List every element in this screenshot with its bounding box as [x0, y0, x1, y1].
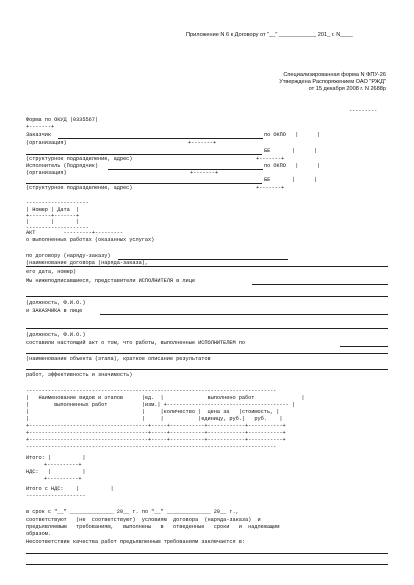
compiled-text: составили настоящий акт о том, что работы, выполненные ИСПОЛНИТЕЛЕМ по: [26, 340, 246, 346]
person-hint-1: (должность, Ф.И.О.): [26, 300, 86, 306]
customer-dept-hint: (структурное подразделение, адрес): [26, 156, 133, 162]
customer-label: Заказчик: [26, 132, 52, 138]
works-table-header-1: | Наименование видов и этапов |ед. | выполнено работ |: [26, 395, 305, 401]
contract-line-label: по договору (наряду-заказу): [26, 253, 111, 259]
object-field-2[interactable]: [26, 353, 388, 354]
results-field[interactable]: [26, 369, 388, 370]
contract-date-hint: его дата, номер): [26, 269, 77, 275]
contractor-dept-field[interactable]: [26, 183, 262, 184]
efficiency-hint: работ, эффективность и значимость): [26, 372, 133, 378]
totals-bottom: -------------------: [26, 493, 86, 499]
number-date-values[interactable]: | | |: [26, 219, 80, 225]
number-box-top: --------------------: [26, 200, 89, 206]
works-table-bottom: --------------------------------------------------------------------------------: [26, 444, 277, 450]
total-label: Итого: | |: [26, 455, 86, 461]
contractor-box-divider: +-------+: [190, 170, 219, 176]
noncompliance-line: Несоответствие качества работ предъявленным требованиям заключается в:: [26, 539, 246, 545]
undersigned-text: Мы нижеподписавшиеся, представители ИСПОЛНИТЕЛЯ в лице: [26, 278, 195, 284]
contractor-dept-hint: (структурное подразделение, адрес): [26, 185, 133, 191]
object-hint: (наименование объекта (этапа), краткое описание результатов: [26, 356, 211, 362]
customer-org-field[interactable]: [58, 138, 263, 139]
approved-line: Утверждена Распоряжением ОАО "РЖД": [279, 79, 386, 85]
okud-box-top: +-------+: [26, 124, 55, 130]
corresponds-line: соответствуют (не соответствуют) условиям договора (наряда-заказа) и: [26, 517, 261, 523]
requirements-line: предъявляемым требованиям, выполнены в отведенные сроки и надлежащим: [26, 524, 280, 530]
works-table-top: --------------------------------------------------------------------------------: [26, 388, 277, 394]
act-title: АКТ ---------+---------: [26, 230, 123, 236]
manner-line: образом.: [26, 531, 52, 537]
customer-be-label: БЕ | |: [264, 148, 318, 154]
object-field[interactable]: [340, 346, 388, 347]
contractor-okpo-label: по ОКПО | |: [264, 163, 321, 169]
act-subtitle: о выполненных работах (оказанных услугах): [26, 237, 155, 243]
contractor-org-hint: (организация): [26, 170, 67, 176]
number-box-bottom: --------------------: [26, 225, 89, 231]
contract-hint: (наименование договора (наряда-заказа),: [26, 260, 149, 266]
noncompliance-field[interactable]: [26, 553, 388, 554]
customer-org-hint: (организация): [26, 140, 67, 146]
vat-label: НДС: | |: [26, 469, 86, 475]
number-box-divider: +-------+-------+: [26, 213, 80, 219]
appendix-line: Приложение N 6 к Договору от "__" ____________ 201_ г. N____: [186, 32, 353, 38]
contractor-rep-field[interactable]: [252, 284, 388, 285]
total-divider: +----------+: [44, 462, 82, 468]
works-table-divider: +--------------------------------------+-----+-----------+------------+-----------+: [26, 423, 286, 429]
customer-dept-field[interactable]: [26, 154, 262, 155]
works-table-row[interactable]: +--------------------------------------+-----+-----------+------------+-----------+: [26, 437, 286, 443]
contractor-org-field[interactable]: [108, 169, 263, 170]
code-box-top: ---------: [349, 108, 378, 114]
vat-divider: +----------+: [44, 476, 82, 482]
works-table-header-4: | | | |единицу, руб.| руб. |: [26, 416, 283, 422]
works-table-row[interactable]: +--------------------------------------+-----+-----------+------------+-----------+: [26, 430, 286, 436]
okud-form-code: Форма по ОКУД |0335567|: [26, 117, 98, 123]
total-with-vat-label: Итого с НДС: | |: [26, 486, 114, 492]
contract-field-2[interactable]: [26, 266, 388, 267]
form-number-line: Специализированная форма N ФПУ-26: [283, 72, 386, 78]
noncompliance-field-2[interactable]: [26, 564, 388, 565]
works-table-header-3: | | |количество | цена за |стоимость, |: [26, 409, 280, 415]
contractor-be-label: БЕ | |: [264, 177, 318, 183]
number-date-header: | Номер | Дата |: [26, 207, 80, 213]
customer-box-bottom: +-------+: [256, 156, 285, 162]
customer-rep-field-2[interactable]: [26, 328, 388, 329]
customer-box-divider: +-------+: [188, 140, 217, 146]
contractor-rep-field-2[interactable]: [26, 296, 388, 297]
customer-okpo-label: по ОКПО | |: [264, 132, 321, 138]
contractor-box-bottom: +-------+: [256, 185, 285, 191]
approval-date-line: от 15 декабря 2008 г. N 2688р: [308, 86, 386, 92]
contractor-label: Исполнитель (Подрядчик): [26, 163, 98, 169]
works-table-header-2: | выполненных работ |изм.| +--------------------------------------- |: [26, 402, 296, 408]
person-hint-2: (должность, Ф.И.О.): [26, 332, 86, 338]
customer-rep-label: и ЗАКАЗЧИКА в лице: [26, 308, 83, 314]
customer-rep-field[interactable]: [100, 314, 388, 315]
period-line: в срок с "__" ______________ 20__ г. по "__" ______________ 20__ г.,: [26, 509, 239, 515]
